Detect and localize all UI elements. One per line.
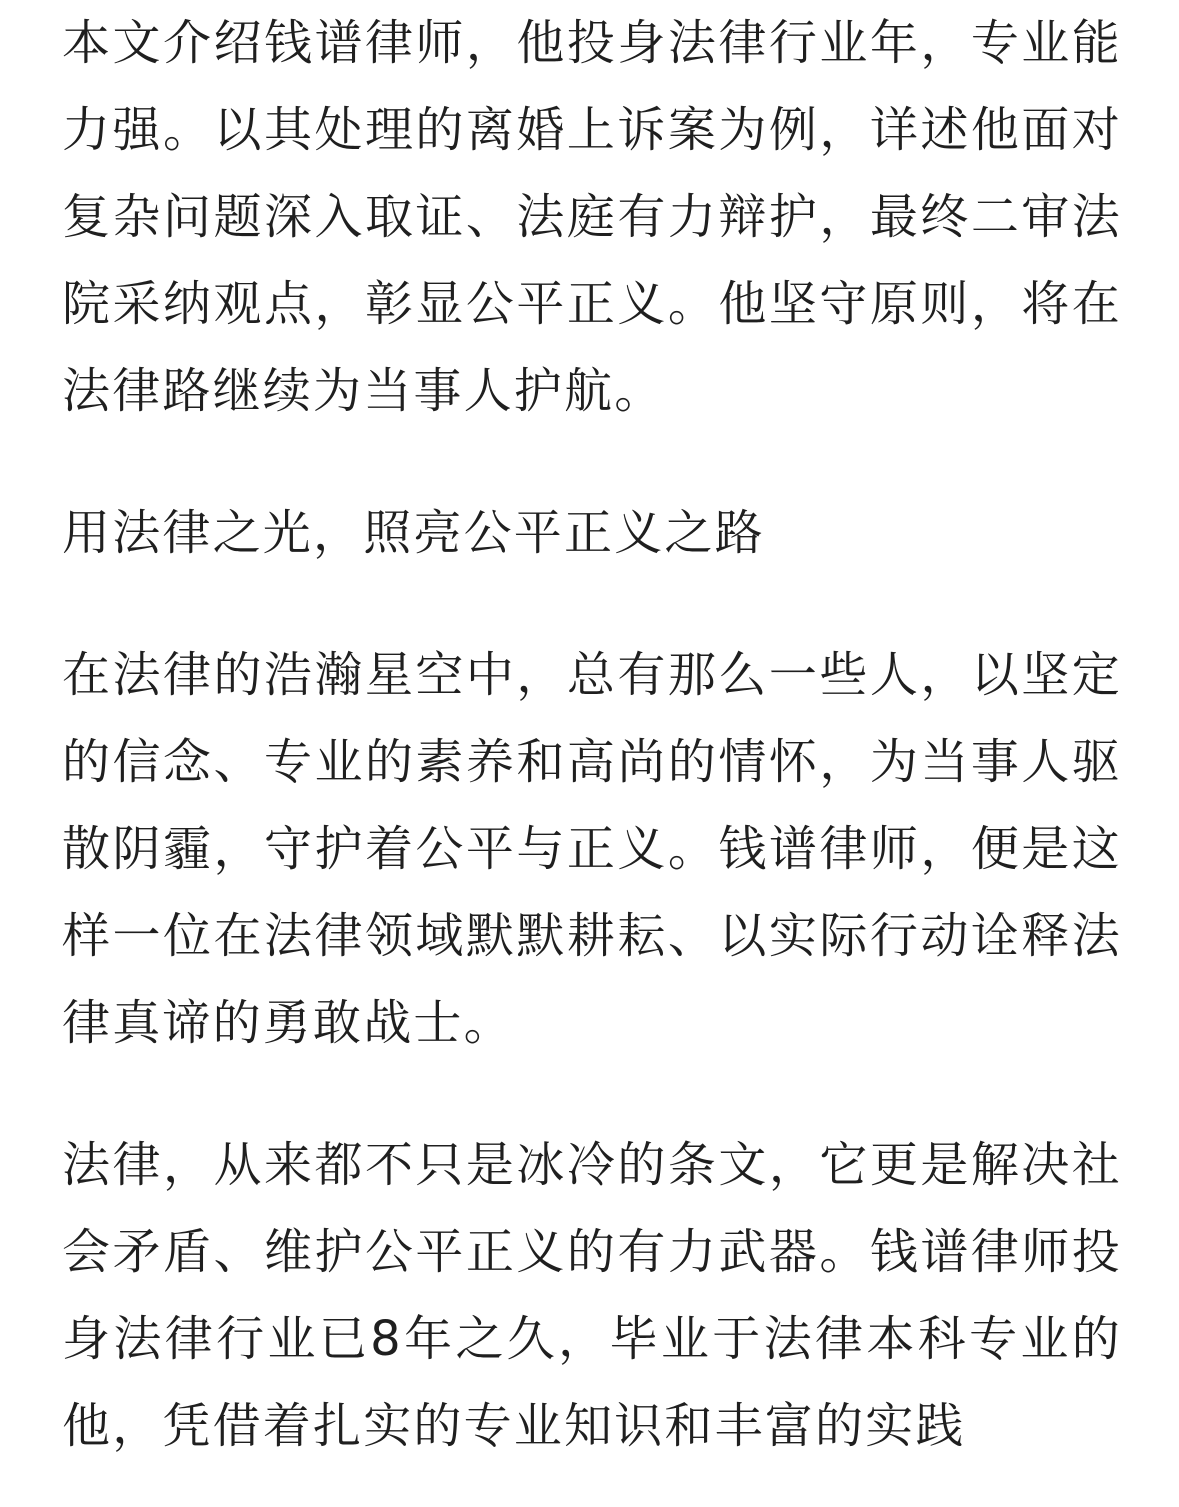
article-intro-paragraph: 在法律的浩瀚星空中，总有那么一些人，以坚定的信念、专业的素养和高尚的情怀，为当事人驱散阴霾，守护着公平与正义。钱谱律师，便是这样一位在法律领域默默耕耘、以实际行动诠释法律真谛的勇敢战士。 (62, 647, 1122, 1051)
article-body-paragraph: 法律，从来都不只是冰冷的条文，它更是解决社会矛盾、维护公平正义的有力武器。钱谱律师投身法律行业已8年之久，毕业于法律本科专业的他，凭借着扎实的专业知识和丰富的实践 (62, 1137, 1122, 1454)
article-heading: 用法律之光，照亮公平正义之路 (62, 505, 765, 561)
article-content (62, 0, 1122, 1470)
article-summary: 本文介绍钱谱律师，他投身法律行业年，专业能力强。以其处理的离婚上诉案为例，详述他面对复杂问题深入取证、法庭有力辩护，最终二审法院采纳观点，彰显公平正义。他坚守原则，将在法律路继续为当事人护航。 (62, 15, 1122, 419)
